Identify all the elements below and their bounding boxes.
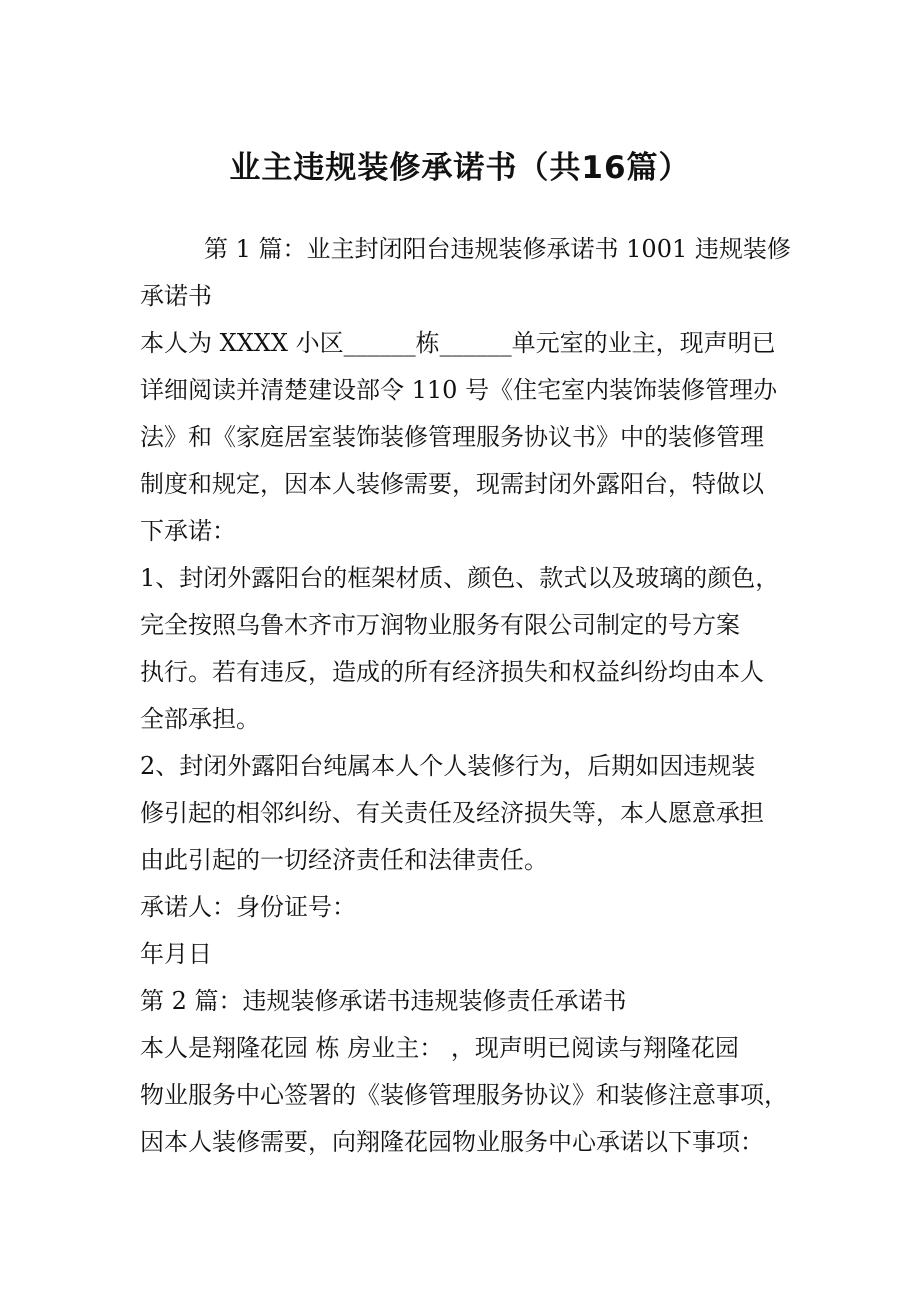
paragraph-line: 本人是翔隆花园 栋 房业主： ，现声明已阅读与翔隆花园 (140, 1034, 739, 1062)
paragraph-line: 第 1 篇：业主封闭阳台违规装修承诺书 1001 违规装修 (204, 235, 791, 263)
document-title: 业主违规装修承诺书（共16篇） (229, 150, 691, 186)
paragraph-line: 因本人装修需要，向翔隆花园物业服务中心承诺以下事项： (140, 1128, 764, 1156)
paragraph-line: 下承诺： (140, 517, 236, 545)
paragraph-line: 1、封闭外露阳台的框架材质、颜色、款式以及玻璃的颜色， (140, 564, 780, 592)
paragraph-line: 物业服务中心签署的《装修管理服务协议》和装修注意事项， (140, 1081, 788, 1109)
paragraph-line: 执行。若有违反，造成的所有经济损失和权益纠纷均由本人 (140, 658, 764, 686)
paragraph-line: 详细阅读并清楚建设部令 110 号《住宅室内装饰装修管理办 (140, 376, 778, 404)
document-body (140, 226, 792, 1166)
paragraph-line: 全部承担。 (140, 705, 260, 733)
paragraph-line: 完全按照乌鲁木齐市万润物业服务有限公司制定的号方案 (140, 611, 740, 639)
section-heading: 第 2 篇：违规装修承诺书违规装修责任承诺书 (140, 987, 627, 1015)
paragraph-line: 2、封闭外露阳台纯属本人个人装修行为，后期如因违规装 (140, 752, 756, 780)
date-line: 年月日 (140, 940, 212, 968)
signature-line: 承诺人：身份证号： (140, 893, 356, 921)
paragraph-line: 本人为 XXXX 小区______栋______单元室的业主，现声明已 (140, 329, 776, 357)
paragraph-line: 由此引起的一切经济责任和法律责任。 (140, 846, 548, 874)
paragraph-line: 承诺书 (140, 282, 212, 310)
paragraph-line: 法》和《家庭居室装饰装修管理服务协议书》中的装修管理 (140, 423, 764, 451)
paragraph-line: 制度和规定，因本人装修需要，现需封闭外露阳台，特做以 (140, 470, 764, 498)
paragraph-line: 修引起的相邻纠纷、有关责任及经济损失等，本人愿意承担 (140, 799, 764, 827)
